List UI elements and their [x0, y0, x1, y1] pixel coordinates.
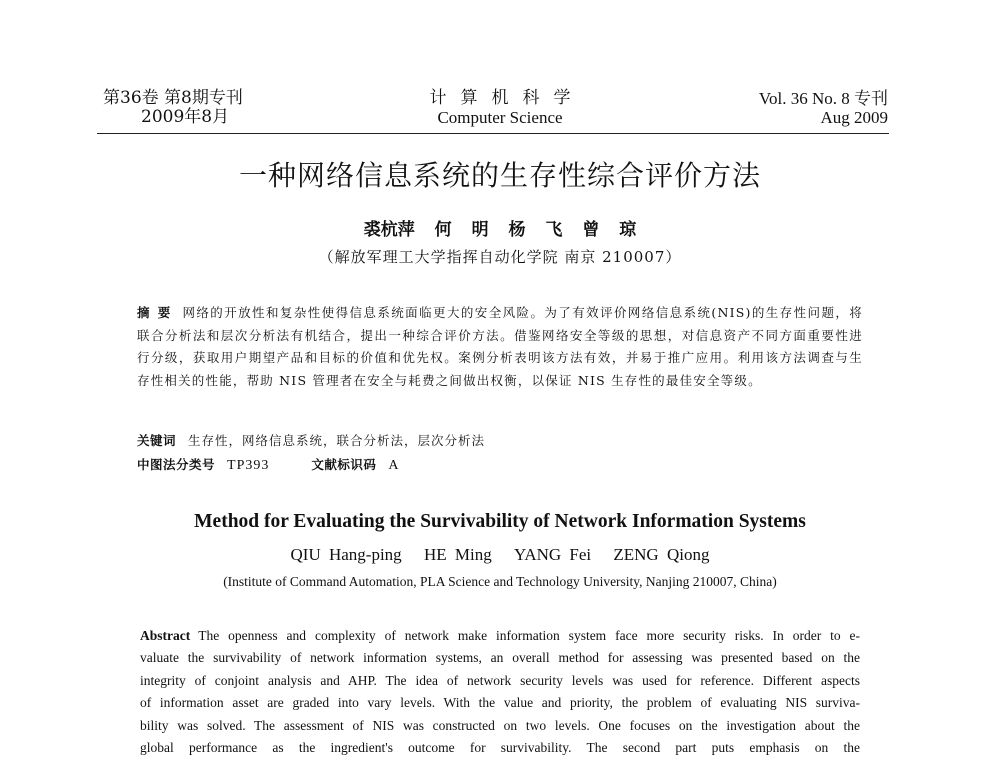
abstract-en-line: integrity of conjoint analysis and AHP. The idea of network security levels was used for reference. Different aspects: [140, 672, 860, 688]
authors-en: [0, 545, 1000, 565]
header-volume-line: 第36卷 第8期专刊: [103, 88, 243, 108]
header-date-cn: 2009年8月: [141, 107, 230, 127]
header-volume-issue: [103, 89, 243, 127]
doc-code-value: A: [388, 458, 400, 473]
header-rule: [97, 133, 889, 134]
header-volume-en-line: Vol. 36 No. 8 专刊: [758, 89, 888, 108]
abstract-en-line: Abstract The openness and complexity of network make information system face more security risks. In order to e-: [140, 628, 860, 643]
affiliation-cn: （解放军理工大学指挥自动化学院 南京 210007）: [318, 248, 682, 266]
keywords-cn: [137, 431, 485, 449]
abstract-en-line: of information asset are graded into vary levels. With the value and priority, the problem of evaluating NIS surviva-: [140, 695, 860, 711]
journal-name-en: Computer Science: [437, 108, 563, 127]
abstract-en: [140, 625, 860, 759]
abstract-en-label: Abstract: [140, 628, 191, 643]
author-en: QIU Hang-ping: [290, 545, 402, 564]
classification-line: [137, 455, 442, 474]
abstract-cn: [137, 302, 863, 392]
abstract-en-line: global performance as the ingredient's outcome for survivability. The second part puts emphasis on the: [140, 739, 860, 755]
abstract-en-line: valuate the survivability of network information systems, an overall method for assessing was presented based on the: [140, 650, 860, 666]
affiliation-en: (Institute of Command Automation, PLA Science and Technology University, Nanjing 210007, China): [223, 574, 777, 589]
abstract-en-line: bility was solved. The assessment of NIS was constructed on two levels. One focuses on the investigation about the: [140, 717, 860, 733]
header-volume-en: [759, 89, 888, 127]
keywords-text: 生存性，网络信息系统，联合分析法，层次分析法: [188, 433, 486, 448]
clc-label: 中图法分类号: [137, 457, 216, 472]
paper-title-cn: 一种网络信息系统的生存性综合评价方法: [238, 159, 761, 192]
clc-value: TP393: [227, 458, 270, 473]
keywords-label: 关键词: [137, 433, 177, 448]
authors-cn: 裘杭萍 何 明 杨 飞 曾 琼: [363, 220, 637, 240]
journal-name-cn: 计算机科学: [429, 88, 585, 108]
header-date-en: Aug 2009: [820, 108, 888, 127]
abstract-cn-text: 网络的开放性和复杂性使得信息系统面临更大的安全风险。为了有效评价网络信息系统(NIS)的生存性问题，将联合分析法和层次分析法有机结合，提出一种综合评价方法。借鉴网络安全等级的思想，对信息资产不同方面重要性进行分级，获取用户期望产品和目标的价值和优先权。案例分析表明该方法有效，并易于推广应用。利用该方法调查与生存性相关的性能，帮助 NIS 管理者在安全与耗费之间做出权衡，以保证 NIS 生存性的最佳安全等级。: [137, 305, 863, 388]
paper-title-en: Method for Evaluating the Survivability of Network Information Systems: [194, 511, 806, 532]
abstract-cn-label: 摘要: [137, 305, 179, 320]
author-en: ZENG Qiong: [613, 545, 710, 564]
author-en: YANG Fei: [513, 545, 592, 564]
doc-code-label: 文献标识码: [311, 457, 377, 472]
header-journal-name: [400, 89, 600, 127]
author-en: HE Ming: [423, 545, 492, 564]
